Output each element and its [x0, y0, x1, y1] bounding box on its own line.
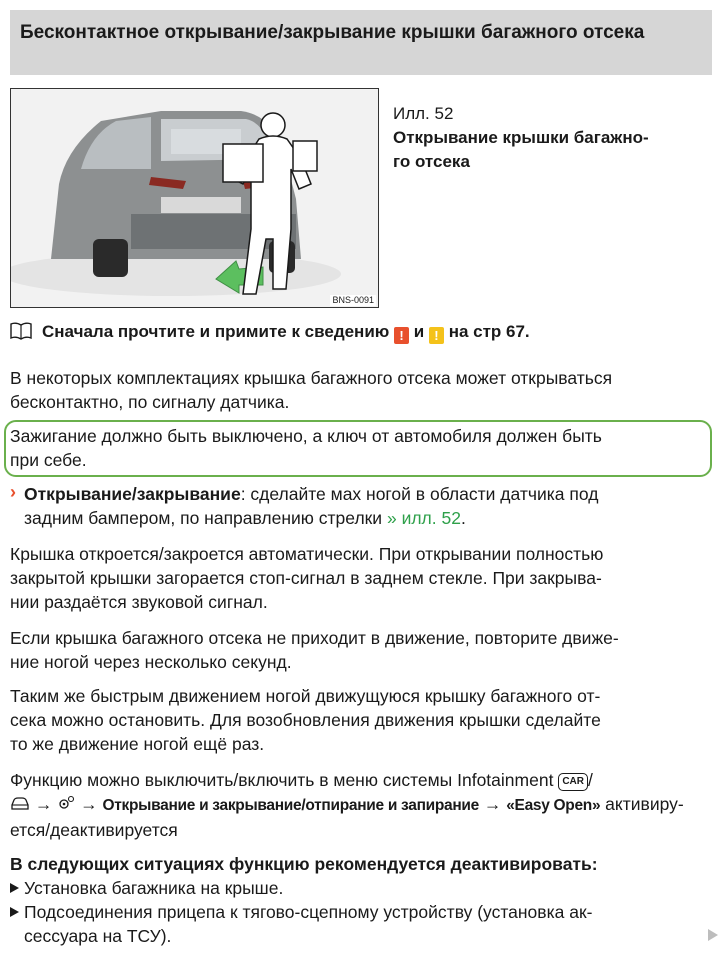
- section-title: Бесконтактное открывание/закрывание крышки багажного отсека: [20, 22, 645, 43]
- arrow-2: →: [80, 794, 98, 814]
- intro-paragraph: [10, 366, 712, 414]
- situations-heading: В следующих ситуациях функцию рекомендуется деактивировать:: [10, 854, 598, 874]
- ignition-paragraph: [10, 424, 712, 472]
- warning-yellow-icon[interactable]: !: [429, 327, 444, 344]
- list-item: [10, 876, 710, 900]
- menu-path: Открывание и закрывание/отпирание и запирание: [102, 797, 479, 814]
- figure-title-line1: Открывание крышки багажно-: [393, 128, 649, 147]
- auto-paragraph: [10, 542, 712, 614]
- easy-open-label: «Easy Open»: [506, 797, 601, 814]
- repeat-line-2: ние ногой через несколько секунд.: [10, 652, 292, 672]
- list-item-text: Подсоединения прицепа к тягово-сцепному устройству (установка ак-: [24, 902, 593, 922]
- intro-line-1: В некоторых комплектациях крышка багажного отсека может открываться: [10, 368, 613, 388]
- function-line-3: ется/деактивируется: [10, 820, 178, 840]
- arrow-3: →: [483, 794, 502, 814]
- action-end: .: [460, 508, 466, 528]
- section-header: [10, 10, 712, 75]
- auto-line-1: Крышка откроется/закроется автоматически. При открывании полностью: [10, 544, 604, 564]
- bullet-triangle-icon: [10, 907, 19, 917]
- next-page-arrow-icon[interactable]: [708, 929, 718, 941]
- car-person-illustration: [11, 89, 379, 308]
- stop-line-1: Таким же быстрым движением ногой движущуюся крышку багажного от-: [10, 686, 601, 706]
- figure-ref-link[interactable]: » илл. 52: [386, 508, 461, 528]
- function-line-2-end: активиру-: [605, 794, 684, 814]
- ignition-line-1: Зажигание должно быть выключено, а ключ от автомобиля должен быть: [10, 426, 602, 446]
- figure-number: Илл. 52: [393, 104, 454, 123]
- list-item: [10, 900, 710, 946]
- list-item-text: Установка багажника на крыше.: [24, 878, 284, 898]
- note-and: и: [413, 322, 425, 341]
- action-line-1: : сделайте мах ногой в области датчика под: [240, 484, 599, 504]
- read-first-note: [10, 320, 710, 347]
- book-icon: [10, 322, 32, 347]
- stop-paragraph: [10, 684, 712, 756]
- function-paragraph: [10, 768, 712, 842]
- auto-line-3: нии раздаётся звуковой сигнал.: [10, 592, 268, 612]
- slash: /: [587, 770, 593, 790]
- figure-illustration: [10, 88, 379, 308]
- settings-gear-icon: [57, 794, 80, 814]
- car-menu-icon: [10, 794, 35, 814]
- ignition-line-2: при себе.: [10, 450, 87, 470]
- note-suffix: на стр 67.: [448, 322, 530, 341]
- figure-caption: [393, 102, 703, 174]
- note-prefix: Сначала прочтите и примите к сведению: [42, 322, 390, 341]
- figure-title-line2: го отсека: [393, 152, 470, 171]
- function-line-1: Функцию можно выключить/включить в меню системы Infotainment: [10, 770, 554, 790]
- action-line-2: задним бампером, по направлению стрелки: [24, 508, 383, 528]
- stop-line-3: то же движение ногой ещё раз.: [10, 734, 265, 754]
- repeat-paragraph: [10, 626, 712, 674]
- warning-red-icon[interactable]: !: [394, 327, 409, 344]
- arrow-1: →: [34, 794, 53, 814]
- stop-line-2: сека можно остановить. Для возобновления движения крышки сделайте: [10, 710, 601, 730]
- action-paragraph: [24, 482, 712, 530]
- chevron-right-icon: ›: [10, 482, 16, 502]
- figure-code: BNS-0091: [332, 295, 374, 305]
- intro-line-2: бесконтактно, по сигналу датчика.: [10, 392, 290, 412]
- car-button-icon[interactable]: CAR: [558, 773, 588, 791]
- repeat-line-1: Если крышка багажного отсека не приходит в движение, повторите движе-: [10, 628, 619, 648]
- list-item-text-cont: сессуара на ТСУ).: [24, 926, 172, 946]
- bullet-triangle-icon: [10, 883, 19, 893]
- auto-line-2: закрытой крышки загорается стоп-сигнал в заднем стекле. При закрыва-: [10, 568, 602, 588]
- action-label: Открывание/закрывание: [24, 484, 241, 504]
